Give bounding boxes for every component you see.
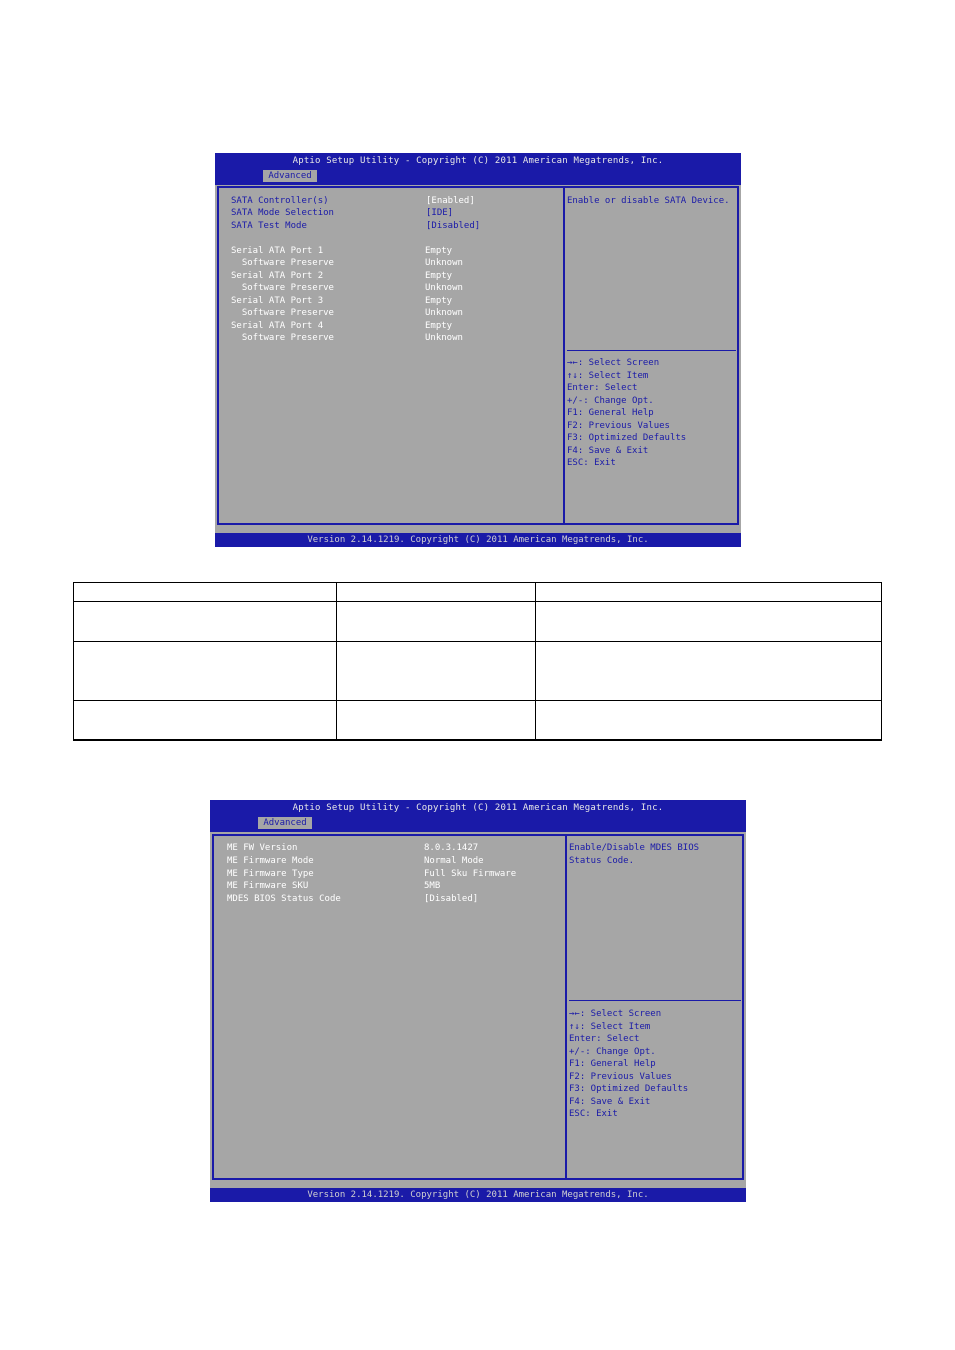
- setting-value[interactable]: [Disabled]: [426, 221, 481, 231]
- info-label: ME FW Version: [227, 843, 298, 853]
- port-value: Empty: [425, 296, 453, 306]
- table-row: [74, 642, 882, 701]
- setting-label: SATA Mode Selection: [231, 208, 334, 218]
- table-row: [74, 602, 882, 642]
- info-value: Normal Mode: [424, 856, 484, 866]
- port-value: Unknown: [425, 258, 463, 268]
- port-label: Software Preserve: [231, 283, 334, 293]
- key-legend: →←: Select Screen ↑↓: Select Item Enter: Select +/-: Change Opt. F1: General Help F2: Previous Values F3: Optimized Defaults F4: Save & Exit ESC: Exit: [567, 358, 687, 468]
- port-label: Serial ATA Port 3: [231, 296, 324, 306]
- setting-label: SATA Test Mode: [231, 221, 307, 231]
- key-legend: →←: Select Screen ↑↓: Select Item Enter: Select +/-: Change Opt. F1: General Help F2: Previous Values F3: Optimized Defaults F4: Save & Exit ESC: Exit: [569, 1009, 689, 1119]
- help-separator: [569, 1000, 741, 1001]
- port-label: Serial ATA Port 1: [231, 246, 324, 256]
- info-value: 5MB: [424, 881, 441, 891]
- table-cell: [337, 642, 536, 701]
- info-label: ME Firmware Mode: [227, 856, 314, 866]
- table-header-cell: [337, 583, 536, 602]
- help-description: Enable or disable SATA Device.: [567, 196, 730, 206]
- table-cell: [536, 602, 882, 642]
- table-cell: [536, 642, 882, 701]
- bios-screen-me: [210, 800, 746, 1202]
- port-value: Unknown: [425, 333, 463, 343]
- table-header-row: [74, 583, 882, 602]
- table-cell: [337, 602, 536, 642]
- port-value: Unknown: [425, 308, 463, 318]
- setting-label: MDES BIOS Status Code: [227, 894, 341, 904]
- table-cell: [337, 701, 536, 741]
- setting-label: SATA Controller(s): [231, 196, 329, 206]
- table-cell: [74, 701, 337, 741]
- info-value: 8.0.3.1427: [424, 843, 479, 853]
- port-value: Empty: [425, 271, 453, 281]
- port-label: Software Preserve: [231, 333, 334, 343]
- help-separator: [567, 350, 736, 351]
- help-description: Enable/Disable MDES BIOS Status Code.: [569, 843, 700, 866]
- table-header-cell: [536, 583, 882, 602]
- bios-title: Aptio Setup Utility - Copyright (C) 2011 American Megatrends, Inc.: [292, 156, 664, 166]
- table-cell: [74, 602, 337, 642]
- table-cell: [74, 642, 337, 701]
- bios-title: Aptio Setup Utility - Copyright (C) 2011 American Megatrends, Inc.: [292, 803, 664, 813]
- bios-screen-sata: [215, 153, 741, 547]
- setting-value[interactable]: [Enabled]: [426, 196, 475, 206]
- info-label: ME Firmware Type: [227, 869, 314, 879]
- tab-advanced[interactable]: Advanced: [258, 817, 312, 829]
- bios-footer: Version 2.14.1219. Copyright (C) 2011 American Megatrends, Inc.: [215, 533, 741, 547]
- tab-advanced[interactable]: Advanced: [263, 170, 317, 182]
- table-row: [74, 701, 882, 741]
- port-label: Software Preserve: [231, 258, 334, 268]
- bios-panel-divider: [565, 835, 567, 1179]
- setting-value[interactable]: [IDE]: [426, 208, 454, 218]
- port-label: Serial ATA Port 2: [231, 271, 324, 281]
- options-table: [73, 582, 882, 741]
- port-value: Unknown: [425, 283, 463, 293]
- info-label: ME Firmware SKU: [227, 881, 309, 891]
- bios-panel-divider: [563, 187, 565, 524]
- port-value: Empty: [425, 321, 453, 331]
- info-value: Full Sku Firmware: [424, 869, 517, 879]
- port-value: Empty: [425, 246, 453, 256]
- bios-footer: Version 2.14.1219. Copyright (C) 2011 American Megatrends, Inc.: [210, 1188, 746, 1202]
- table-header-cell: [74, 583, 337, 602]
- port-label: Software Preserve: [231, 308, 334, 318]
- table-cell: [536, 701, 882, 741]
- port-label: Serial ATA Port 4: [231, 321, 324, 331]
- setting-value[interactable]: [Disabled]: [424, 894, 479, 904]
- bios-main-frame: [217, 186, 739, 525]
